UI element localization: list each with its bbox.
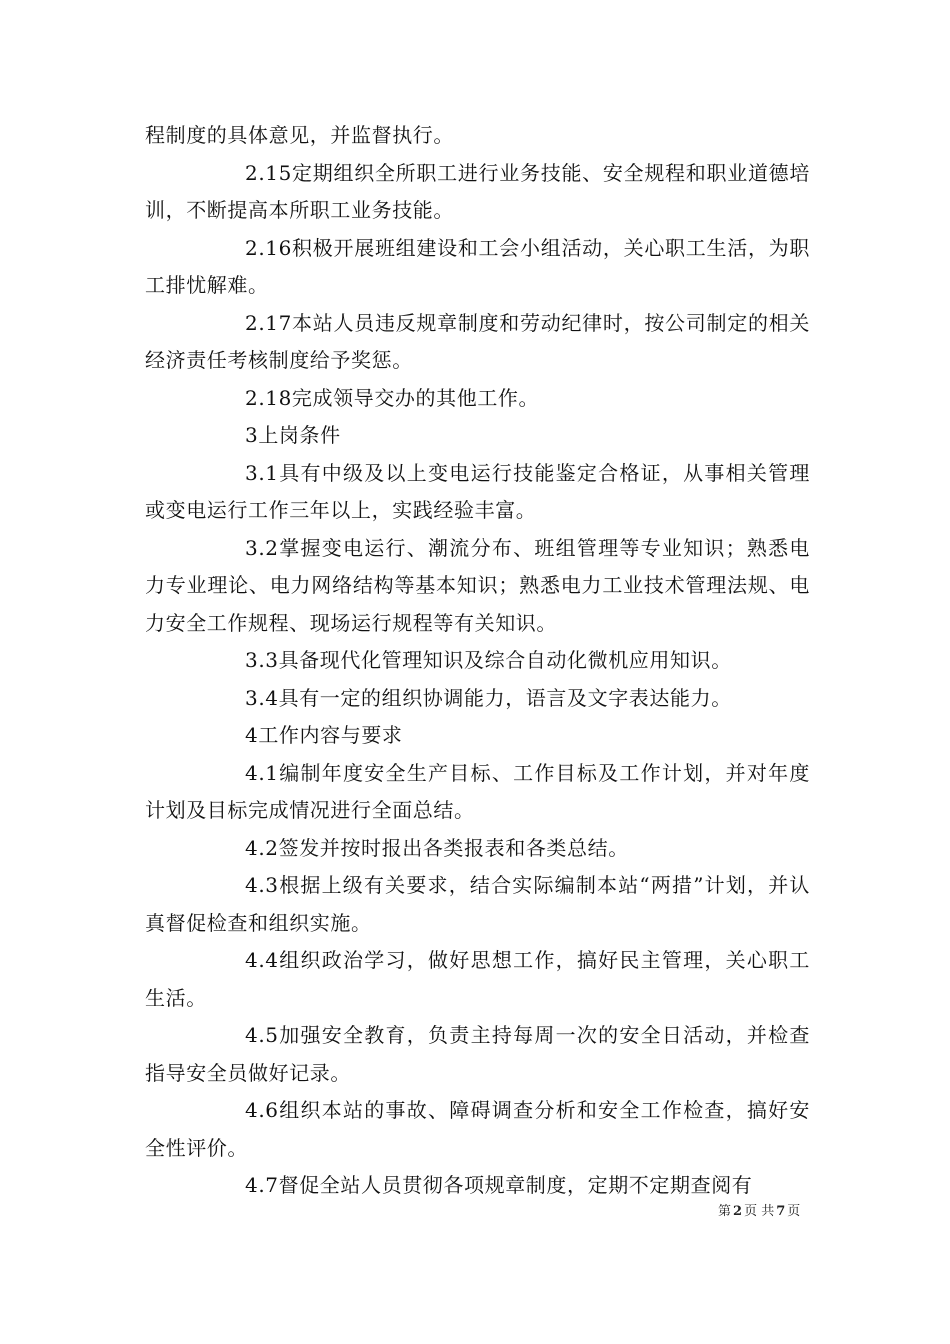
footer-prefix: 第 [718, 1204, 732, 1219]
footer-middle: 页 共 [744, 1204, 775, 1219]
paragraph-4-6: 4.6组织本站的事故、障碍调查分析和安全工作检查，搞好安全性评价。 [145, 1098, 810, 1160]
paragraph-2-16: 2.16积极开展班组建设和工会小组活动，关心职工生活，为职工排忧解难。 [145, 235, 810, 297]
paragraph-3-3: 3.3具备现代化管理知识及综合自动化微机应用知识。 [245, 648, 732, 672]
paragraph-4-4: 4.4组织政治学习，做好思想工作，搞好民主管理，关心职工生活。 [145, 948, 810, 1010]
paragraph-4-1: 4.1编制年度安全生产目标、工作目标及工作计划，并对年度计划及目标完成情况进行全面总结。 [145, 760, 810, 822]
paragraph-3-1: 3.1具有中级及以上变电运行技能鉴定合格证，从事相关管理或变电运行工作三年以上，实践经验丰富。 [145, 460, 810, 522]
paragraph-2-17: 2.17本站人员违反规章制度和劳动纪律时，按公司制定的相关经济责任考核制度给予奖惩。 [145, 310, 810, 372]
section-heading-3: 3上岗条件 [245, 423, 341, 447]
paragraph-3-4: 3.4具有一定的组织协调能力，语言及文字表达能力。 [245, 685, 732, 710]
footer-current-page: 2 [733, 1204, 743, 1219]
page-footer [718, 1204, 800, 1220]
paragraph-4-7: 4.7督促全站人员贯彻各项规章制度，定期不定期查阅有 [245, 1173, 753, 1197]
footer-total-pages: 7 [776, 1204, 786, 1219]
paragraph-2-15: 2.15定期组织全所职工进行业务技能、安全规程和职业道德培训，不断提高本所职工业务技能。 [145, 160, 810, 222]
paragraph-4-2: 4.2签发并按时报出各类报表和各类总结。 [245, 835, 629, 860]
paragraph-3-2: 3.2掌握变电运行、潮流分布、班组管理等专业知识；熟悉电力专业理论、电力网络结构等基本知识；熟悉电力工业技术管理法规、电力安全工作规程、现场运行规程等有关知识。 [145, 535, 810, 635]
paragraph-continuation: 程制度的具体意见，并监督执行。 [145, 123, 454, 147]
paragraph-4-5: 4.5加强安全教育，负责主持每周一次的安全日活动，并检查指导安全员做好记录。 [145, 1023, 810, 1085]
footer-suffix: 页 [787, 1204, 801, 1219]
paragraph-2-18: 2.18完成领导交办的其他工作。 [245, 385, 540, 410]
paragraph-4-3: 4.3根据上级有关要求，结合实际编制本站“两措”计划，并认真督促检查和组织实施。 [145, 873, 810, 935]
section-heading-4: 4工作内容与要求 [245, 723, 403, 747]
document-body [145, 117, 810, 1205]
